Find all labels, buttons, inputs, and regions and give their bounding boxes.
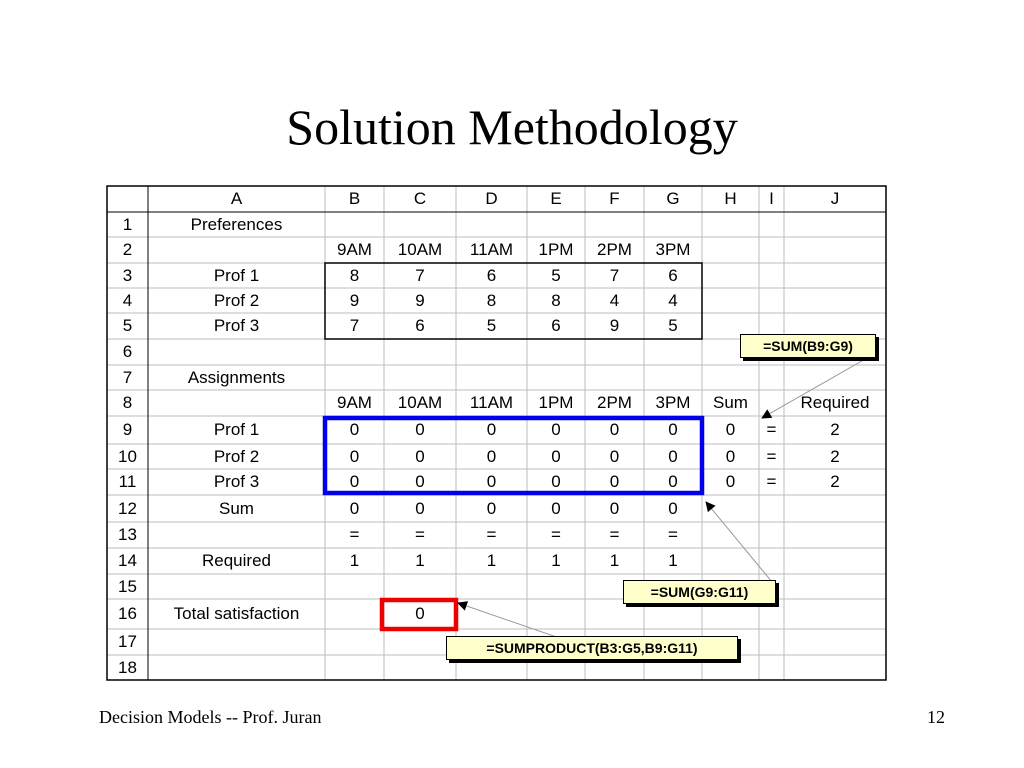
cell-b1[interactable]	[325, 212, 384, 237]
cell-g14[interactable]: 1	[668, 551, 678, 570]
row-header-18[interactable]: 18	[118, 657, 137, 677]
cell-j12[interactable]	[784, 495, 886, 522]
cell-h14[interactable]	[702, 548, 759, 574]
cell-a15[interactable]	[148, 574, 325, 599]
row-header-8[interactable]: 8	[122, 393, 133, 412]
row-header-1[interactable]: 1	[122, 214, 133, 234]
row-header-11[interactable]: 11	[118, 472, 137, 491]
cell-j10[interactable]: 2	[830, 446, 840, 466]
cell-h11[interactable]: 0	[725, 472, 736, 491]
footer-course: Decision Models -- Prof. Juran	[99, 707, 322, 727]
cell-a12[interactable]: Sum	[219, 498, 254, 518]
cell-c4[interactable]: 9	[415, 290, 425, 310]
cell-b15[interactable]	[325, 574, 384, 599]
cell-e5[interactable]: 6	[551, 316, 561, 335]
cell-f1[interactable]	[585, 212, 644, 237]
cell-f9[interactable]: 0	[609, 420, 620, 439]
cell-h13[interactable]	[702, 522, 759, 548]
cell-h9[interactable]: 0	[725, 420, 736, 439]
cell-d7[interactable]	[456, 365, 527, 390]
row-header-12[interactable]: 12	[118, 498, 137, 518]
cell-d14[interactable]: 1	[486, 551, 497, 570]
cell-a5[interactable]: Prof 3	[213, 316, 260, 335]
cell-i12[interactable]	[759, 495, 784, 522]
cell-b18[interactable]	[325, 655, 384, 680]
cell-j13[interactable]	[784, 522, 886, 548]
cell-c16[interactable]: 0	[415, 604, 425, 623]
cell-b2[interactable]: 9AM	[337, 240, 372, 259]
cell-g9[interactable]: 0	[668, 420, 678, 439]
cell-d6[interactable]	[456, 339, 527, 365]
cell-j1[interactable]	[784, 212, 886, 237]
cell-g5[interactable]: 5	[668, 316, 678, 335]
cell-h8[interactable]: Sum	[713, 393, 748, 412]
cell-g2[interactable]: 3PM	[655, 240, 691, 259]
cell-i1[interactable]	[759, 212, 784, 237]
cell-b13[interactable]: =	[349, 525, 360, 544]
callout-sumproduct: =SUMPRODUCT(B3:G5,B9:G11)	[446, 636, 738, 660]
cell-e9[interactable]: 0	[551, 420, 561, 439]
cell-c11[interactable]: 0	[415, 472, 425, 491]
cell-f13[interactable]: =	[609, 525, 620, 544]
cell-f5[interactable]: 9	[609, 316, 620, 335]
row-header-9[interactable]: 9	[122, 420, 133, 439]
cell-a14[interactable]: Required	[202, 551, 271, 570]
cell-e12[interactable]: 0	[551, 498, 561, 518]
cell-d2[interactable]: 11AM	[469, 240, 514, 259]
cell-f12[interactable]: 0	[609, 498, 620, 518]
cell-c2[interactable]: 10AM	[397, 240, 443, 259]
cell-e13[interactable]: =	[551, 525, 561, 544]
cell-h4[interactable]	[702, 288, 759, 313]
cell-c7[interactable]	[384, 365, 456, 390]
cell-i14[interactable]	[759, 548, 784, 574]
cell-a13[interactable]	[148, 522, 325, 548]
cell-c3[interactable]: 7	[415, 265, 425, 285]
page-number: 12	[927, 707, 945, 727]
row-header-17[interactable]: 17	[118, 632, 137, 651]
cell-e16[interactable]	[527, 599, 585, 629]
cell-b14[interactable]: 1	[349, 551, 360, 570]
cell-c10[interactable]: 0	[415, 446, 425, 466]
cell-e8[interactable]: 1PM	[538, 393, 574, 412]
cell-d5[interactable]: 5	[486, 316, 497, 335]
cell-e1[interactable]	[527, 212, 585, 237]
cell-j9[interactable]: 2	[830, 420, 840, 439]
cell-e11[interactable]: 0	[551, 472, 561, 491]
row-header-2[interactable]: 2	[122, 240, 133, 259]
cell-h2[interactable]	[702, 237, 759, 263]
cell-g12[interactable]: 0	[668, 498, 678, 518]
column-header-f[interactable]: F	[609, 189, 620, 208]
cell-f10[interactable]: 0	[609, 446, 620, 466]
cell-a16[interactable]: Total satisfaction	[173, 604, 300, 623]
callout-sum-rows: =SUM(B9:G9)	[740, 334, 876, 358]
cell-b9[interactable]: 0	[349, 420, 360, 439]
cell-f2[interactable]: 2PM	[597, 240, 632, 259]
row-header-14[interactable]: 14	[118, 551, 137, 570]
cell-g13[interactable]: =	[668, 525, 678, 544]
cell-e15[interactable]	[527, 574, 585, 599]
cell-j18[interactable]	[784, 655, 886, 680]
cell-h7[interactable]	[702, 365, 759, 390]
cell-f11[interactable]: 0	[609, 472, 620, 491]
cell-i18[interactable]	[759, 655, 784, 680]
slide-title: Solution Methodology	[286, 99, 738, 155]
cell-h10[interactable]: 0	[725, 446, 736, 466]
cell-d11[interactable]: 0	[486, 472, 497, 491]
row-header-16[interactable]: 16	[118, 604, 137, 623]
cell-e10[interactable]: 0	[551, 446, 561, 466]
cell-c12[interactable]: 0	[415, 498, 425, 518]
cell-a3[interactable]: Prof 1	[213, 265, 260, 285]
row-header-7[interactable]: 7	[122, 367, 133, 387]
cell-e4[interactable]: 8	[551, 290, 561, 310]
cell-f8[interactable]: 2PM	[597, 393, 632, 412]
cell-c1[interactable]	[384, 212, 456, 237]
cell-b8[interactable]: 9AM	[337, 393, 372, 412]
cell-c6[interactable]	[384, 339, 456, 365]
sheet-corner	[107, 186, 148, 212]
cell-d12[interactable]: 0	[486, 498, 497, 518]
cell-g1[interactable]	[644, 212, 702, 237]
callout-sum-cols: =SUM(G9:G11)	[623, 580, 776, 604]
cell-b10[interactable]: 0	[349, 446, 360, 466]
cell-c15[interactable]	[384, 574, 456, 599]
column-header-a[interactable]: A	[230, 189, 243, 208]
cell-h1[interactable]	[702, 212, 759, 237]
cell-c8[interactable]: 10AM	[397, 393, 443, 412]
row-header-6[interactable]: 6	[122, 342, 133, 361]
column-header-c[interactable]: C	[413, 189, 427, 208]
cell-d4[interactable]: 8	[486, 290, 497, 310]
cell-b6[interactable]	[325, 339, 384, 365]
cell-d13[interactable]: =	[486, 525, 497, 544]
column-header-b[interactable]: B	[348, 189, 361, 208]
column-header-h[interactable]: H	[724, 189, 737, 208]
row-header-4[interactable]: 4	[122, 290, 133, 310]
cell-i3[interactable]	[759, 263, 784, 288]
cell-a6[interactable]	[148, 339, 325, 365]
cell-j2[interactable]	[784, 237, 886, 263]
row-header-3[interactable]: 3	[122, 265, 133, 285]
cell-e7[interactable]	[527, 365, 585, 390]
cell-d15[interactable]	[456, 574, 527, 599]
cell-g8[interactable]: 3PM	[655, 393, 691, 412]
cell-a7[interactable]: Assignments	[187, 367, 286, 387]
cell-d16[interactable]	[456, 599, 527, 629]
cell-b5[interactable]: 7	[349, 316, 360, 335]
cell-a8[interactable]	[148, 390, 325, 416]
cell-f14[interactable]: 1	[609, 551, 620, 570]
cell-d1[interactable]	[456, 212, 527, 237]
cell-g10[interactable]: 0	[668, 446, 678, 466]
cell-c9[interactable]: 0	[415, 420, 425, 439]
cell-a10[interactable]: Prof 2	[213, 446, 260, 466]
cell-i9[interactable]: =	[766, 420, 777, 439]
column-header-j[interactable]: J	[830, 189, 840, 208]
cell-j7[interactable]	[784, 365, 886, 390]
cell-e2[interactable]: 1PM	[538, 240, 574, 259]
cell-j4[interactable]	[784, 288, 886, 313]
cell-j8[interactable]: Required	[800, 393, 870, 412]
cell-a1[interactable]: Preferences	[190, 214, 283, 234]
cell-i4[interactable]	[759, 288, 784, 313]
cell-a17[interactable]	[148, 629, 325, 655]
row-header-15[interactable]: 15	[118, 576, 137, 596]
cell-b16[interactable]	[325, 599, 384, 629]
cell-f7[interactable]	[585, 365, 644, 390]
cell-j3[interactable]	[784, 263, 886, 288]
cell-c14[interactable]: 1	[415, 551, 425, 570]
row-header-10[interactable]: 10	[118, 446, 137, 466]
cell-e6[interactable]	[527, 339, 585, 365]
cell-g4[interactable]: 4	[668, 290, 678, 310]
cell-i17[interactable]	[759, 629, 784, 655]
cell-j17[interactable]	[784, 629, 886, 655]
cell-g11[interactable]: 0	[668, 472, 678, 491]
cell-f4[interactable]: 4	[609, 290, 620, 310]
cell-a18[interactable]	[148, 655, 325, 680]
cell-b11[interactable]: 0	[349, 472, 360, 491]
cell-j16[interactable]	[784, 599, 886, 629]
column-header-e[interactable]: E	[550, 189, 562, 208]
cell-h3[interactable]	[702, 263, 759, 288]
cell-i10[interactable]: =	[766, 446, 777, 466]
cell-j14[interactable]	[784, 548, 886, 574]
cell-c13[interactable]: =	[415, 525, 425, 544]
cell-g7[interactable]	[644, 365, 702, 390]
cell-i2[interactable]	[759, 237, 784, 263]
cell-j11[interactable]: 2	[830, 472, 840, 491]
cell-a9[interactable]: Prof 1	[213, 420, 260, 439]
column-header-g[interactable]: G	[666, 189, 680, 208]
cell-a11[interactable]: Prof 3	[213, 472, 260, 491]
cell-b17[interactable]	[325, 629, 384, 655]
cell-j15[interactable]	[784, 574, 886, 599]
cell-b12[interactable]: 0	[349, 498, 360, 518]
cell-f3[interactable]: 7	[609, 265, 620, 285]
cell-e14[interactable]: 1	[551, 551, 561, 570]
cell-i8[interactable]	[759, 390, 784, 416]
cell-c5[interactable]: 6	[415, 316, 425, 335]
cell-b7[interactable]	[325, 365, 384, 390]
cell-i11[interactable]: =	[766, 472, 777, 491]
cell-e3[interactable]: 5	[551, 265, 561, 285]
cell-i13[interactable]	[759, 522, 784, 548]
row-header-13[interactable]: 13	[118, 525, 137, 544]
column-header-d[interactable]: D	[485, 189, 498, 208]
cell-d9[interactable]: 0	[486, 420, 497, 439]
cell-d8[interactable]: 11AM	[469, 393, 514, 412]
cell-d3[interactable]: 6	[486, 265, 497, 285]
cell-a2[interactable]	[148, 237, 325, 263]
cell-g3[interactable]: 6	[668, 265, 678, 285]
row-header-5[interactable]: 5	[122, 316, 133, 335]
cell-a4[interactable]: Prof 2	[213, 290, 260, 310]
cell-i7[interactable]	[759, 365, 784, 390]
cell-b4[interactable]: 9	[349, 290, 360, 310]
cell-b3[interactable]: 8	[349, 265, 360, 285]
cell-d10[interactable]: 0	[486, 446, 497, 466]
cell-g6[interactable]	[644, 339, 702, 365]
column-header-i[interactable]: I	[769, 189, 774, 208]
cell-h12[interactable]	[702, 495, 759, 522]
cell-f6[interactable]	[585, 339, 644, 365]
